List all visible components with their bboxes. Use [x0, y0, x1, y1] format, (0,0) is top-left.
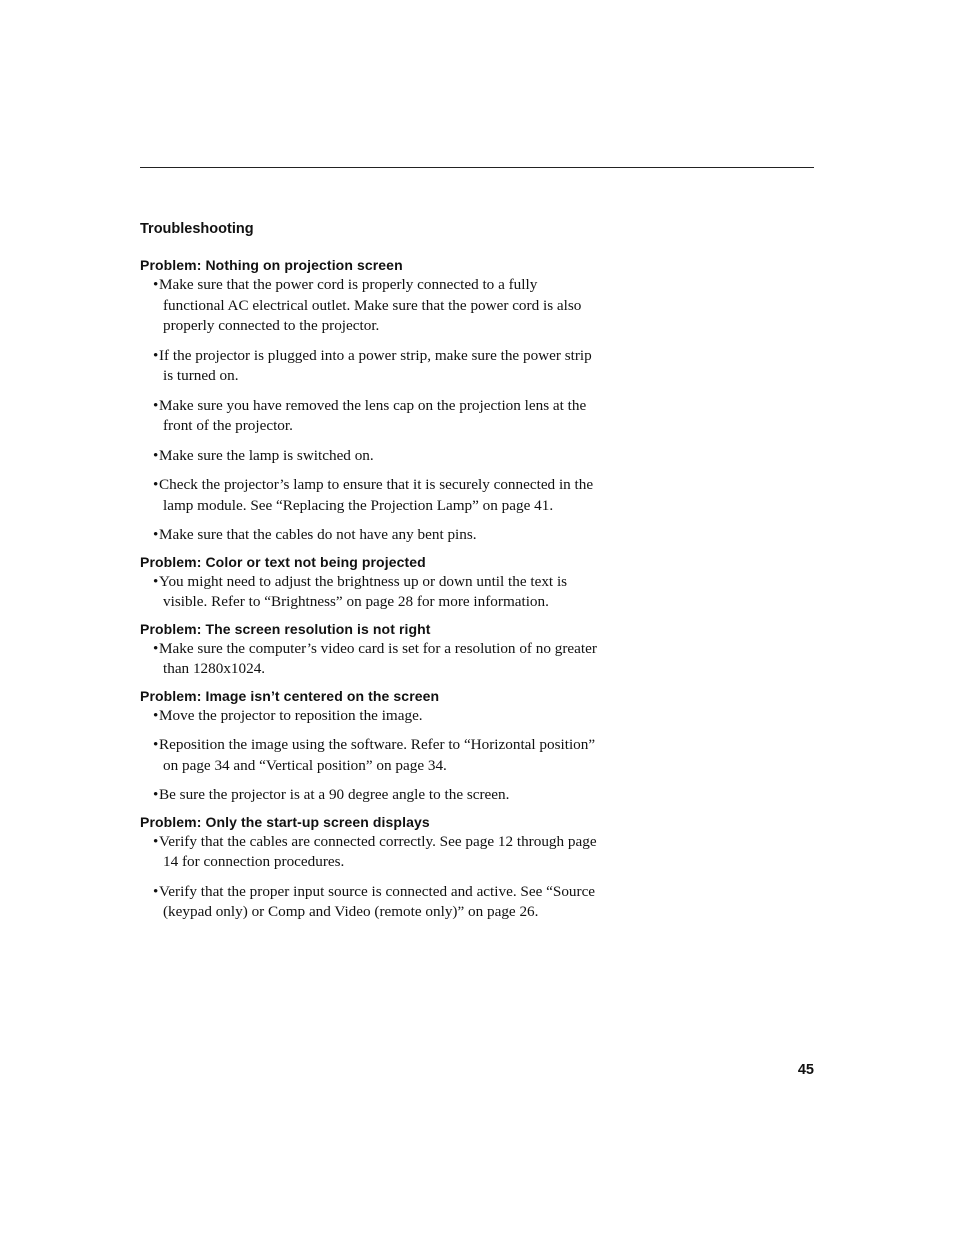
solution-text: Make sure that the cables do not have any bent pins. [159, 526, 477, 543]
solution-text: Make sure the computer’s video card is set for a resolution of no greater than 1280x1024. [159, 639, 597, 677]
solution-list [140, 275, 600, 546]
troubleshooting-content [140, 255, 600, 923]
solution-text: Make sure you have removed the lens cap on the projection lens at the front of the projector. [159, 396, 587, 434]
solution-item [140, 446, 600, 467]
solution-text: Reposition the image using the software. Refer to “Horizontal position” on page 34 and “Vertical position” on page 34. [159, 736, 596, 774]
bullet-mark: • [153, 526, 159, 543]
solution-text: Check the projector’s lamp to ensure that it is securely connected in the lamp module. See “Replacing the Projection Lamp” on page 41. [159, 476, 594, 514]
solution-item [140, 572, 600, 613]
bullet-mark: • [153, 706, 159, 724]
bullet-mark: • [153, 396, 159, 414]
problem-section [140, 812, 600, 923]
page-title: Troubleshooting [140, 221, 254, 237]
solution-list [140, 832, 600, 923]
problem-heading: Problem: Image isn’t centered on the screen [140, 687, 440, 704]
bullet-mark: • [153, 639, 159, 657]
bullet-mark: • [153, 572, 159, 590]
page-number: 45 [797, 1062, 814, 1078]
solution-text: Verify that the proper input source is connected and active. See “Source (keypad only) or Comp and Video (remote only)” on page 26. [159, 882, 596, 920]
problem-section [140, 619, 600, 680]
problem-heading: Problem: Color or text not being projected [140, 553, 426, 570]
problem-section [140, 255, 600, 546]
solution-text: Make sure that the power cord is properly connected to a fully functional AC electrical outlet. Make sure that the power cord is also properly connected to the projector. [159, 276, 582, 334]
problem-heading: Problem: Only the start-up screen displays [140, 813, 430, 830]
bullet-mark: • [153, 446, 159, 464]
solution-text: Move the projector to reposition the image. [159, 706, 423, 724]
bullet-mark: • [153, 786, 159, 803]
solution-item [140, 275, 600, 337]
solution-item [140, 832, 600, 873]
solution-item [140, 735, 600, 776]
solution-item [140, 525, 600, 546]
solution-item [140, 396, 600, 437]
bullet-mark: • [153, 346, 159, 364]
bullet-mark: • [153, 882, 159, 900]
problem-heading: Problem: Nothing on projection screen [140, 257, 403, 273]
problem-section [140, 686, 600, 806]
solution-list [140, 572, 600, 613]
solution-item [140, 475, 600, 516]
bullet-mark: • [153, 736, 159, 753]
solution-text: Verify that the cables are connected correctly. See page 12 through page 14 for connection procedures. [159, 832, 597, 870]
solution-list [140, 639, 600, 680]
bullet-mark: • [153, 832, 159, 850]
solution-text: You might need to adjust the brightness up or down until the text is visible. Refer to “Brightness” on page 28 for more information. [159, 572, 568, 610]
solution-item [140, 882, 600, 923]
solution-item [140, 706, 600, 727]
problem-section [140, 552, 600, 613]
problem-heading: Problem: The screen resolution is not right [140, 620, 431, 637]
bullet-mark: • [153, 276, 159, 293]
solution-item [140, 346, 600, 387]
solution-list [140, 706, 600, 806]
solution-text: If the projector is plugged into a power strip, make sure the power strip is turned on. [159, 346, 592, 384]
solution-text: Be sure the projector is at a 90 degree angle to the screen. [159, 786, 510, 803]
header-rule [140, 167, 814, 168]
solution-item [140, 785, 600, 806]
bullet-mark: • [153, 476, 159, 493]
solution-text: Make sure the lamp is switched on. [159, 446, 374, 464]
solution-item [140, 639, 600, 680]
